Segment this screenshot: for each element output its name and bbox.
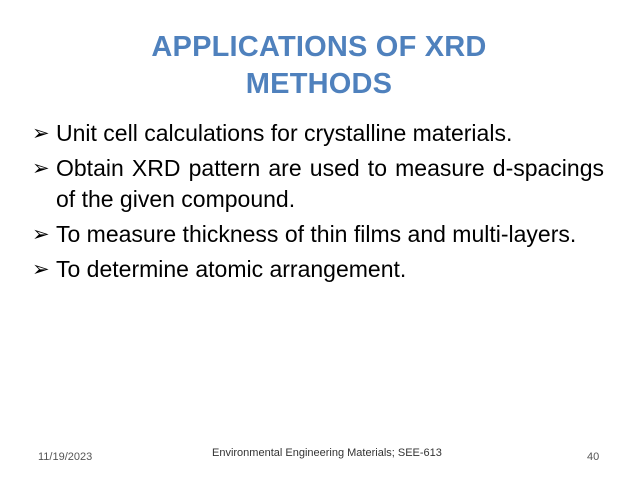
bullet-item <box>32 153 604 215</box>
bullet-text: To determine atomic arrangement. <box>56 256 407 282</box>
bullet-text: Obtain XRD pattern are used to measure d-spacings of the given compound. <box>56 155 604 212</box>
bullet-item <box>32 254 604 285</box>
bullet-text: Unit cell calculations for crystalline materials. <box>56 120 513 146</box>
page-number: 40 <box>587 451 600 463</box>
slide-title-line-1: APPLICATIONS OF XRD <box>151 31 487 63</box>
footer-course: Environmental Engineering Materials; SEE-613 <box>212 447 442 459</box>
arrow-bullet-icon: ➢ <box>32 258 50 281</box>
footer-date: 11/19/2023 <box>38 451 93 463</box>
slide-title-line-2: METHODS <box>245 68 393 100</box>
slide-title <box>40 29 598 103</box>
bullet-list <box>32 118 604 289</box>
arrow-bullet-icon: ➢ <box>32 122 50 145</box>
bullet-item <box>32 219 604 250</box>
arrow-bullet-icon: ➢ <box>32 223 50 246</box>
bullet-text: To measure thickness of thin films and multi-layers. <box>56 221 577 247</box>
arrow-bullet-icon: ➢ <box>32 157 50 180</box>
bullet-item <box>32 118 604 149</box>
